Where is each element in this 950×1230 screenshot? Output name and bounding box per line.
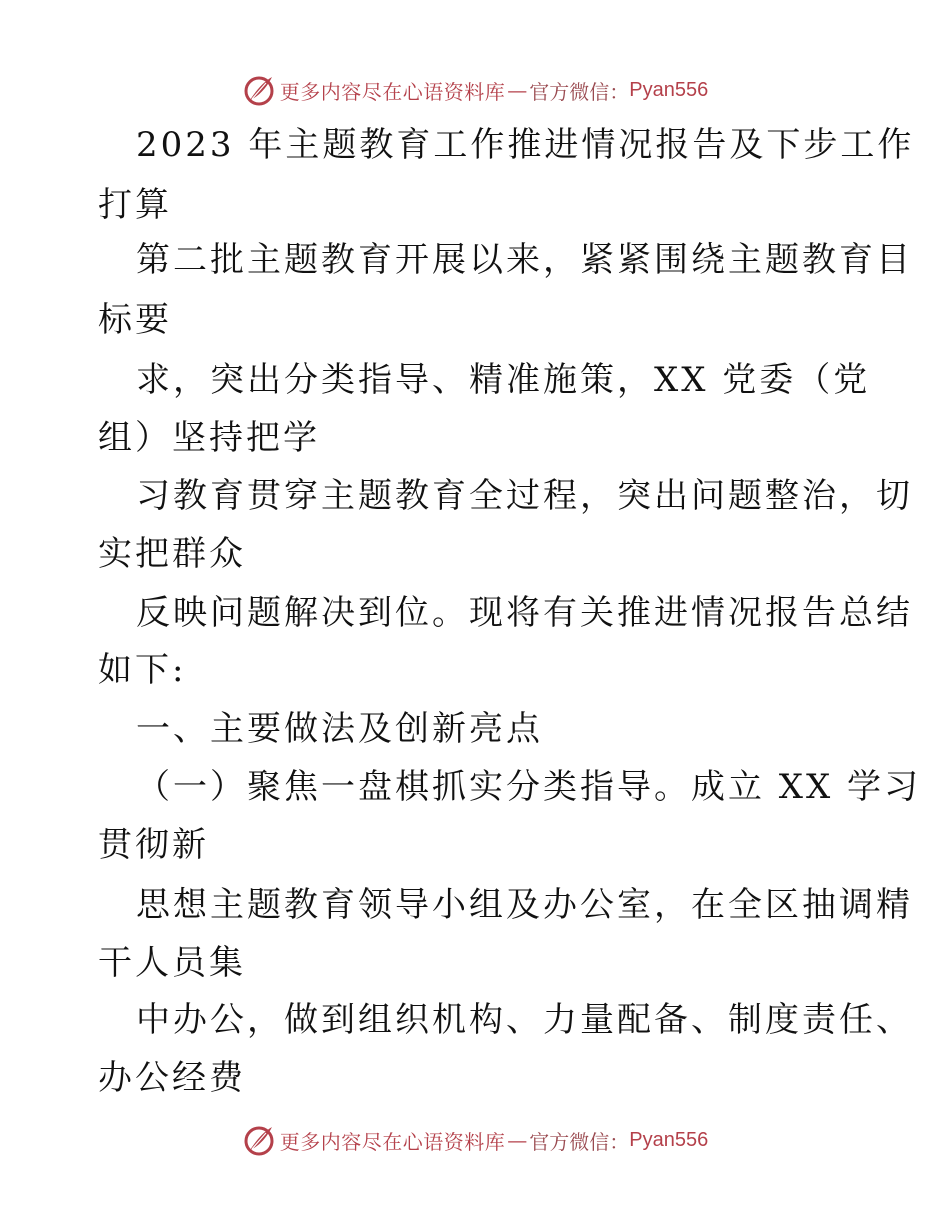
paragraph-line: 求，突出分类指导、精准施策，XX 党委（党 — [136, 360, 871, 400]
paragraph-line: 干人员集 — [98, 943, 246, 983]
paragraph-line: 组）坚持把学 — [98, 418, 320, 458]
watermark-text: 更多内容尽在心语资料库 — [279, 1129, 506, 1154]
feather-quill-logo-icon — [242, 1123, 276, 1157]
subsection-line: （一）聚焦一盘棋抓实分类指导。成立 XX 学习 — [136, 767, 922, 807]
watermark-dash: — — [507, 1128, 528, 1152]
paragraph-line: 第二批主题教育开展以来，紧紧围绕主题教育目 — [136, 240, 913, 280]
paragraph-line: 贯彻新 — [98, 825, 209, 865]
title-line-2: 打算 — [98, 185, 172, 225]
watermark-wechat-id: Pyan556 — [629, 1128, 709, 1151]
section-heading: 一、主要做法及创新亮点 — [136, 709, 543, 749]
header-watermark-banner — [0, 70, 950, 110]
feather-quill-logo-icon — [242, 73, 276, 107]
watermark-dash: — — [507, 78, 528, 102]
paragraph-line: 实把群众 — [98, 534, 246, 574]
watermark-wechat-id: Pyan556 — [629, 78, 709, 101]
paragraph-line: 思想主题教育领导小组及办公室，在全区抽调精 — [136, 885, 913, 925]
watermark-text: 更多内容尽在心语资料库 — [279, 79, 506, 104]
watermark-wechat-label: 官方微信： — [529, 79, 630, 104]
watermark-wechat-label: 官方微信： — [529, 1129, 630, 1154]
paragraph-line: 标要 — [98, 300, 172, 340]
paragraph-line: 中办公，做到组织机构、力量配备、制度责任、 — [136, 1000, 913, 1040]
paragraph-line: 习教育贯穿主题教育全过程，突出问题整治，切 — [136, 476, 913, 516]
title-line-1: 2023 年主题教育工作推进情况报告及下步工作 — [136, 125, 915, 165]
paragraph-line: 如下: — [98, 650, 187, 690]
paragraph-line: 反映问题解决到位。现将有关推进情况报告总结 — [136, 593, 913, 633]
footer-watermark-banner — [0, 1120, 950, 1160]
paragraph-line: 办公经费 — [98, 1058, 246, 1098]
